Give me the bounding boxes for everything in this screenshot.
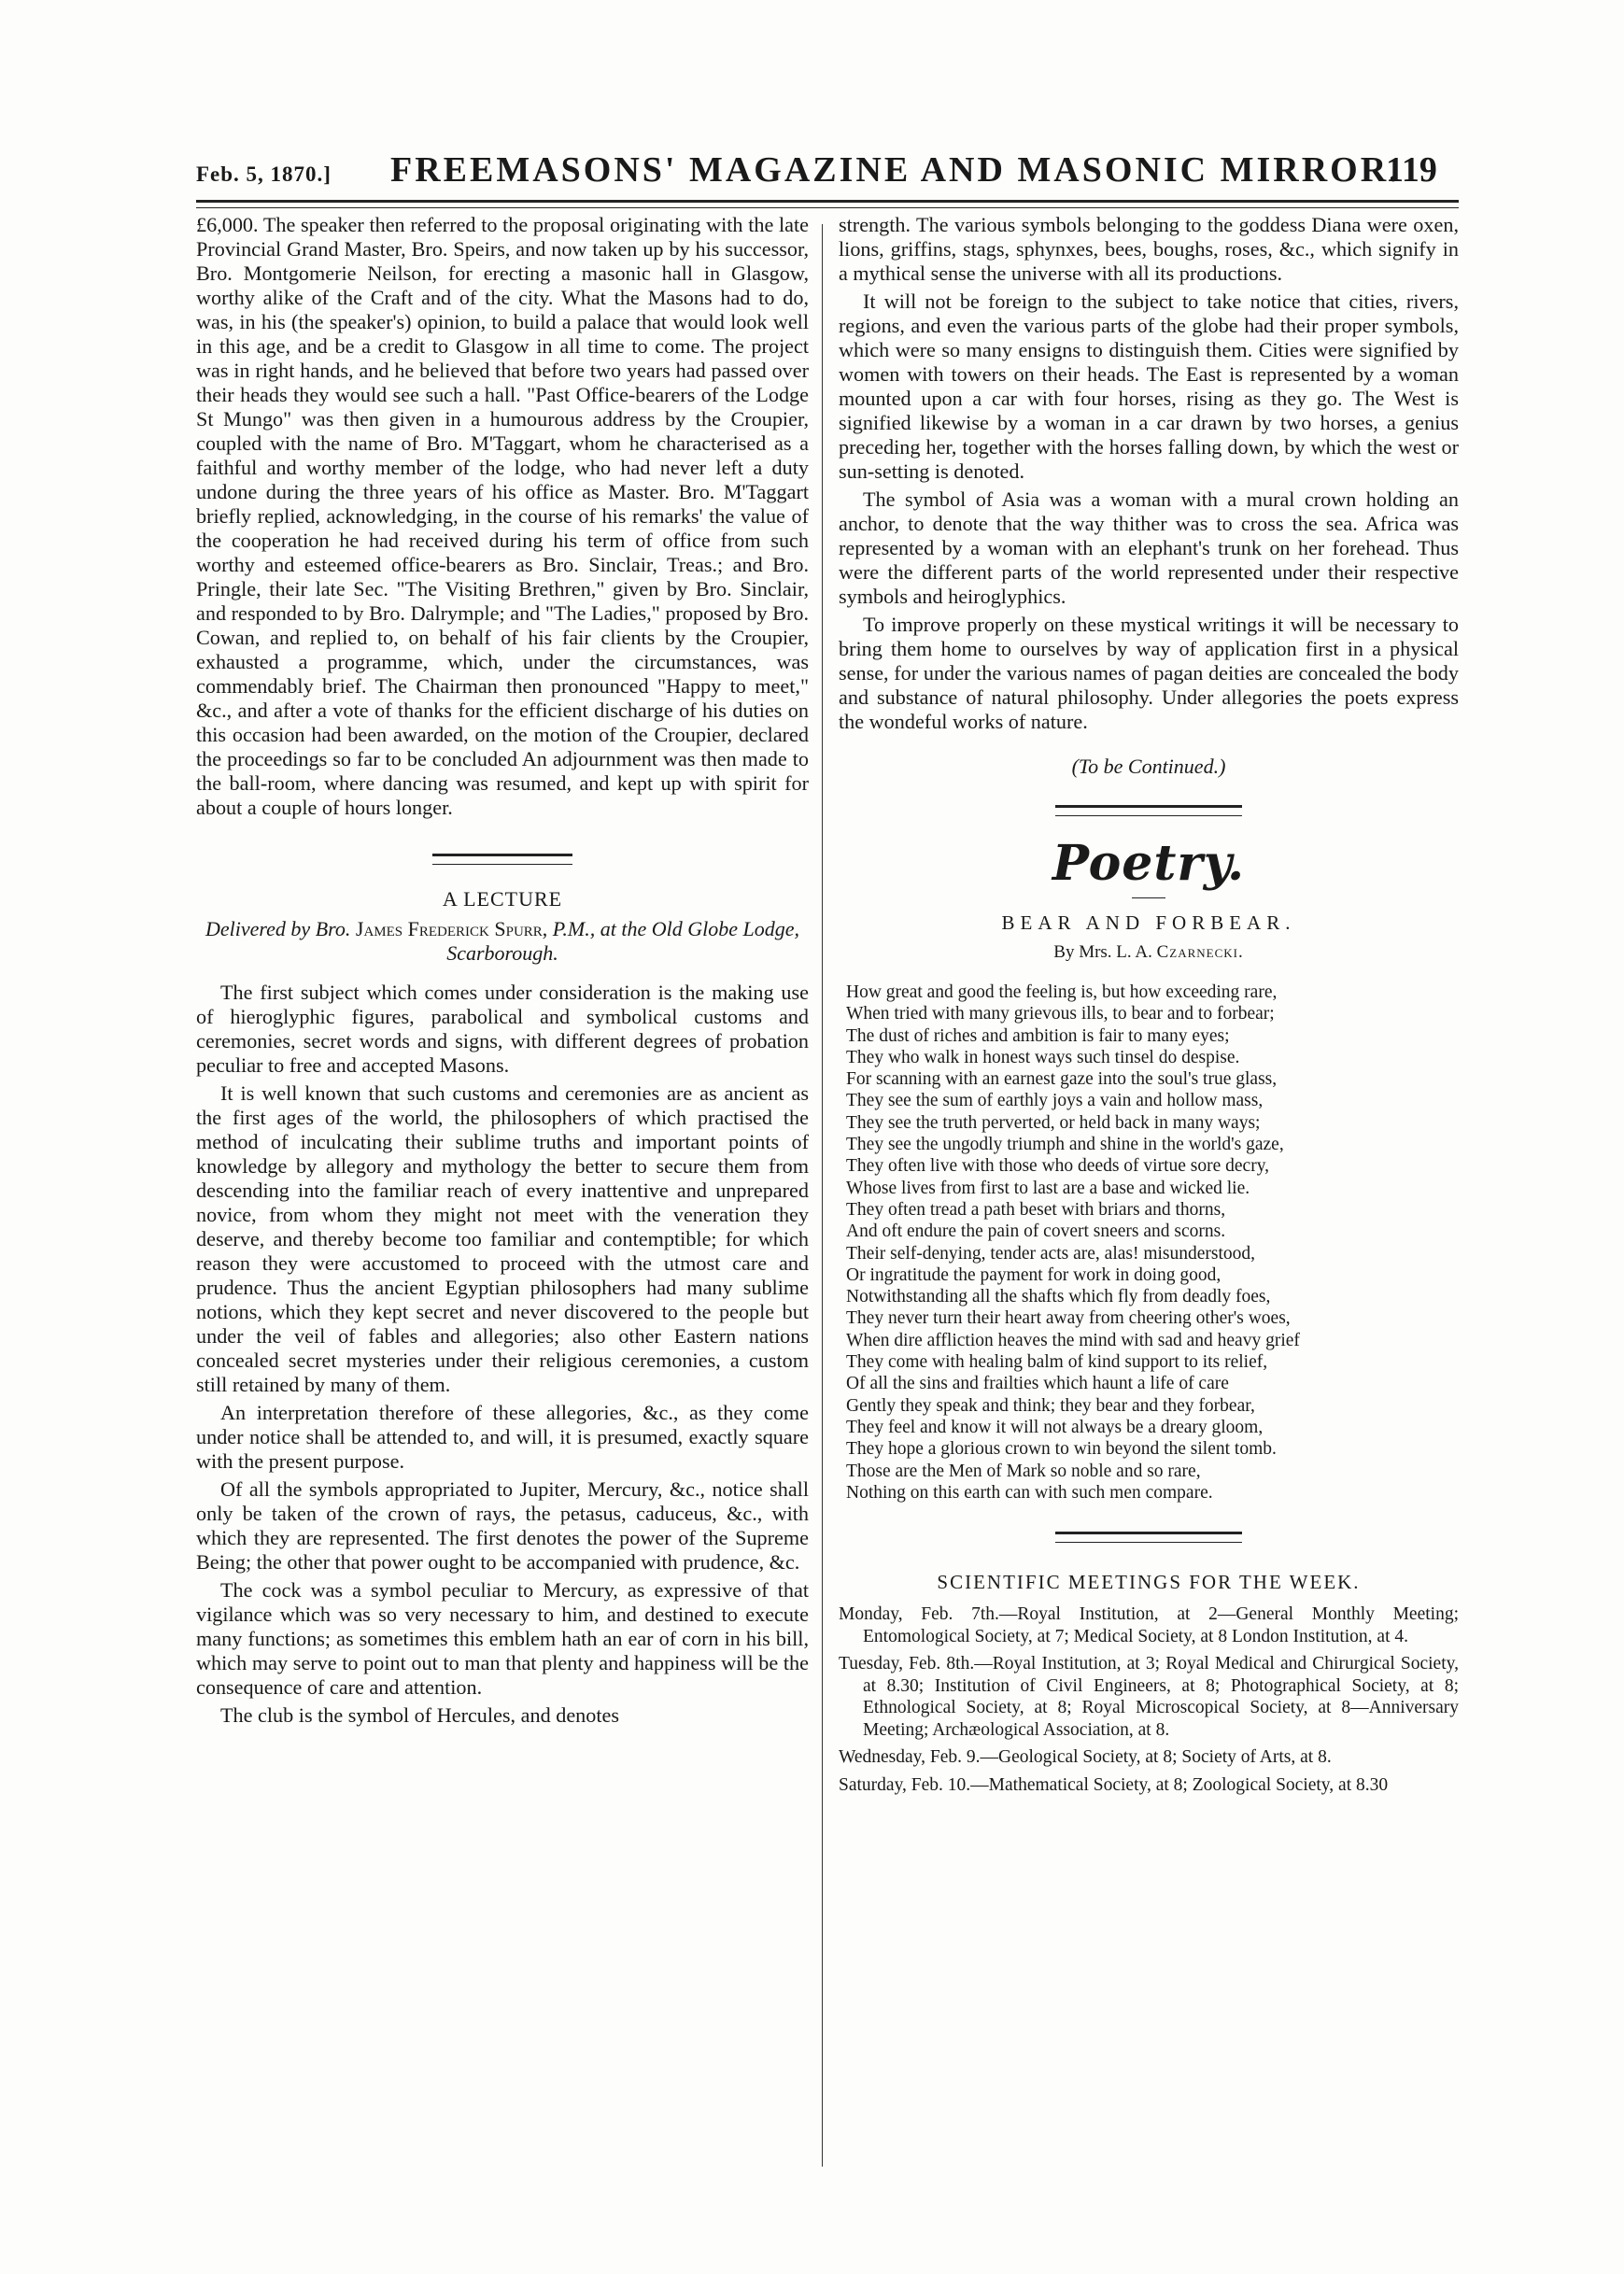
lecture-continued-paragraph: To improve properly on these mystical writings it will be necessary to bring them home to ourselves by way of application first in a physical sense, for under the various names of pagan deities are concealed the body and substance of natural philosophy. Under allegories the poets express the wondeful works of nature. (839, 613, 1459, 733)
lecture-paragraph: An interpretation therefore of these allegories, &c., as they come under notice shall be attended to, and will, it is presumed, exactly square with the present purpose. (196, 1401, 809, 1473)
poem-author (839, 942, 1459, 963)
poem-body (839, 982, 1459, 1504)
poem-line: They see the truth perverted, or held back in many ways; (846, 1112, 1261, 1133)
poem-line: They often live with those who deeds of virtue sore decry, (846, 1156, 1270, 1177)
header-rule-thin (196, 207, 1459, 208)
poem-line: They never turn their heart away from cheering other's woes, (846, 1308, 1291, 1329)
to-be-continued: (To be Continued.) (1071, 755, 1226, 778)
magazine-title: FREEMASONS' MAGAZINE AND MASONIC MIRROR. (390, 150, 1401, 190)
poetry-heading: Poetry. (1052, 835, 1246, 892)
poem-line: When tried with many grievous ills, to bear and to forbear; (846, 1004, 1275, 1024)
poem-line: They often tread a path beset with briars and thorns, (846, 1199, 1226, 1220)
poem-line: And oft endure the pain of covert sneers and scorns. (846, 1222, 1226, 1242)
poem-line: Of all the sins and frailties which haunt a life of care (846, 1374, 1229, 1394)
meeting-entry: Wednesday, Feb. 9.—Geological Society, at 8; Society of Arts, at 8. (839, 1747, 1332, 1768)
poem-line: Notwithstanding all the shafts which fly from deadly foes, (846, 1287, 1271, 1307)
poem-line: They come with healing balm of kind support to its relief, (846, 1352, 1268, 1373)
meeting-entry: Tuesday, Feb. 8th.—Royal Institution, at 3; Royal Medical and Chirurgical Society, at 8.30; Institution of Civil Engineers, at 8; Photographical Society, at 8; Ethnological Society, at 8; Royal Microscopical Society, at 8—Anniversary Meeting; Archæological Association, at 8. (839, 1654, 1459, 1740)
section-divider (432, 854, 572, 865)
poem-line: When dire affliction heaves the mind with sad and heavy grief (846, 1330, 1300, 1350)
lecture-paragraph: The cock was a symbol peculiar to Mercury, as expressive of that vigilance which was so very necessary to him, and destined to execute many functions; as sometimes this emblem hath an ear of corn in his bill, which may serve to point out to man that plenty and happiness will be the consequence of care and attention. (196, 1578, 809, 1699)
poem-line: They who walk in honest ways such tinsel do despise. (846, 1047, 1240, 1067)
scientific-meetings-title: SCIENTIFIC MEETINGS FOR THE WEEK. (937, 1571, 1361, 1594)
poem-line: They see the ungodly triumph and shine in the world's gaze, (846, 1135, 1284, 1155)
section-divider (1055, 1532, 1242, 1543)
scientific-meetings-section (839, 1571, 1459, 1796)
poem-title: BEAR AND FORBEAR. (1001, 911, 1296, 934)
section-divider (1055, 805, 1242, 816)
poem-line: Nothing on this earth can with such men compare. (846, 1482, 1213, 1503)
left-column (196, 213, 809, 1728)
poem-line: Or ingratitude the payment for work in doing good, (846, 1264, 1222, 1285)
lecture-article (196, 887, 809, 1728)
poem-line: Those are the Men of Mark so noble and so rare, (846, 1461, 1201, 1481)
lecture-paragraph: The first subject which comes under consideration is the making use of hieroglyphic figures, parabolical and symbolical customs and ceremonies, secret words and signs, with different degrees of probation peculiar to free and accepted Masons. (196, 981, 809, 1077)
issue-date: Feb. 5, 1870.] (196, 162, 332, 186)
poem-line: They see the sum of earthly joys a vain and hollow mass, (846, 1091, 1264, 1111)
poem-line: How great and good the feeling is, but how exceeding rare, (846, 982, 1278, 1002)
poem-line: Gently they speak and think; they bear and they forbear, (846, 1395, 1255, 1416)
header-rule-thick (196, 200, 1459, 203)
author-name: Czarnecki. (1156, 942, 1244, 962)
opening-paragraph: £6,000. The speaker then referred to the proposal originating with the late Provincial Grand Master, Bro. Speirs, and now taken up by his successor, Bro. Montgomerie Neilson, for erecting a masonic hall in Glasgow, worthy alike of the Craft and of the city. What the Masons had to do, was, in his (the speaker's) opinion, to build a palace that would look well in this age, and be a credit to Glasgow in all time to come. The project was in right hands, and he believed that before two years had passed over their heads they would see such a hall. "Past Office-bearers of the Lodge St Mungo" was then given in a humourous address by the Croupier, coupled with the name of Bro. M'Taggart, whom he characterised as a faithful and worthy member of the lodge, who had never left a duty undone during the three years of his office as Master. Bro. M'Taggart briefly replied, acknowledging, in the course of his remarks' the value of the cooperation he had received during his term of office from such worthy and esteemed office-bearers as Bro. Sinclair, Treas.; and Bro. Pringle, their late Sec. "The Visiting Brethren," given by Bro. Sinclair, and responded to by Bro. Dalrymple; and "The Ladies," proposed by Bro. Cowan, and replied to, on behalf of his fair clients by the Croupier, exhausted a programme, which, under the circumstances, was commendably brief. The Chairman then pronounced "Happy to meet," &c., and after a vote of thanks for the efficient discharge of his duties on this occasion had been awarded, on the motion of the Croupier, declared the proceedings so far to be concluded An adjournment was then made to the ball-room, where dancing was resumed, and kept up with spirit for about a couple of hours longer. (196, 213, 809, 819)
byline-author: James Frederick Spurr, (355, 917, 548, 940)
byline-suffix: P.M., at the Old Globe Lodge, Scarborough. (446, 917, 799, 965)
lecture-continued-paragraph: It will not be foreign to the subject to take notice that cities, rivers, regions, and even the various parts of the globe had their proper symbols, which were so many ensigns to distinguish them. Cities were signified by women with towers on their heads. The East is represented by a woman mounted upon a car with four horses, rising as they go. The West is signified likewise by a woman in a car drawn by two horses, a genius preceding her, together with the horses falling down, by which the west or sun-setting is denoted. (839, 290, 1459, 483)
lecture-paragraph: It is well known that such customs and ceremonies are as ancient as the first ages of the world, the philosophers of which practised the method of inculcating their sublime truths and important points of knowledge by allegory and mythology the better to secure them from descending into the familiar reach of every inattentive and unprepared novice, from whom they might not meet with the veneration they deserve, and thereby become too familiar and contemptible; for which reason they were accustomed to proceed with the utmost care and prudence. Thus the ancient Egyptian philosophers had many sublime notions, which they kept secret and never discovered to the people but under the veil of fables and allegories; also other Eastern nations concealed secret mysteries under their religious ceremonies, a custom still retained by many of them. (196, 1081, 809, 1396)
byline-prefix: Delivered by Bro. (205, 917, 351, 940)
poem-line: Whose lives from first to last are a base and wicked lie. (846, 1178, 1250, 1198)
lecture-byline (196, 917, 809, 966)
poetry-rule (1132, 897, 1165, 898)
running-header (0, 142, 1624, 198)
author-prefix: By Mrs. L. A. (1053, 942, 1152, 962)
lecture-continued-paragraph: The symbol of Asia was a woman with a mural crown holding an anchor, to denote that the way thither was to cross the sea. Africa was represented by a woman with an elephant's trunk on her forehead. Thus were the different parts of the world represented under their respective symbols and heiroglyphics. (839, 487, 1459, 608)
poem-line: The dust of riches and ambition is fair to many eyes; (846, 1025, 1230, 1046)
meeting-entry: Saturday, Feb. 10.—Mathematical Society, at 8; Zoological Society, at 8.30 (839, 1774, 1389, 1795)
meeting-entry: Monday, Feb. 7th.—Royal Institution, at 2—General Monthly Meeting; Entomological Society, at 7; Medical Society, at 8 London Institution, at 4. (839, 1604, 1459, 1646)
poem-line: They feel and know it will not always be a dreary gloom, (846, 1417, 1264, 1437)
lecture-paragraph: Of all the symbols appropriated to Jupiter, Mercury, &c., notice shall only be taken of the crown of rays, the petasus, caduceus, &c., with which they are represented. The first denotes the power of the Supreme Being; the other that power ought to be accompanied with prudence, &c. (196, 1477, 809, 1574)
lecture-continued-paragraph: strength. The various symbols belonging to the goddess Diana were oxen, lions, griffins, stags, sphynxes, bees, boughs, roses, &c., which signify in a mythical sense the universe with all its productions. (839, 213, 1459, 285)
lecture-paragraph: The club is the symbol of Hercules, and denotes (220, 1703, 620, 1727)
poem-line: Their self-denying, tender acts are, alas! misunderstood, (846, 1243, 1256, 1264)
lecture-title: A LECTURE (442, 887, 563, 911)
poem-line: They hope a glorious crown to win beyond the silent tomb. (846, 1439, 1277, 1460)
column-divider (822, 224, 823, 2167)
poem-line: For scanning with an earnest gaze into the soul's true glass, (846, 1069, 1278, 1090)
right-column (839, 213, 1459, 1801)
page-number: 119 (1386, 150, 1437, 190)
poetry-section (839, 835, 1459, 1504)
